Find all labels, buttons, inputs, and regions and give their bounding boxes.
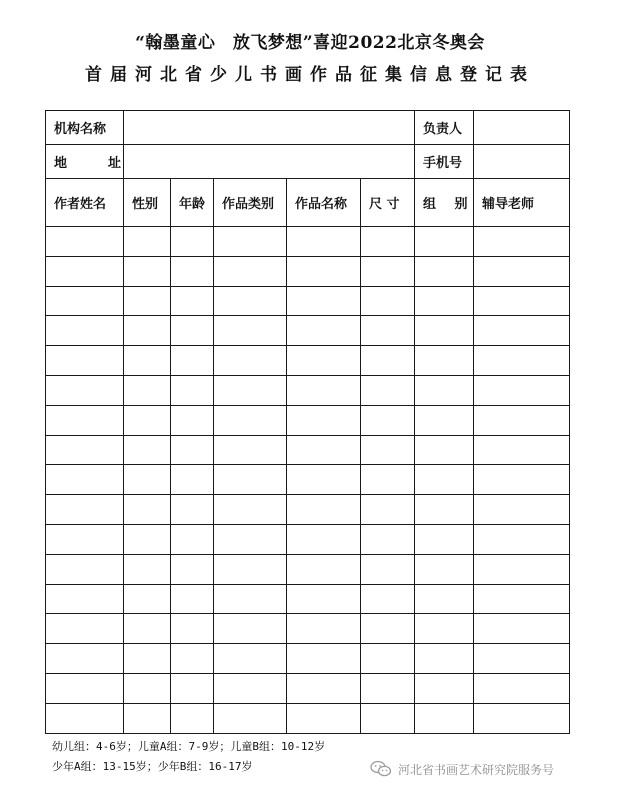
leader-field[interactable] xyxy=(474,111,570,145)
table-cell[interactable] xyxy=(287,256,361,286)
table-row xyxy=(46,524,570,554)
table-cell[interactable] xyxy=(46,524,124,554)
table-cell[interactable] xyxy=(214,375,287,405)
table-cell[interactable] xyxy=(214,644,287,674)
table-cell[interactable] xyxy=(474,346,570,376)
table-cell[interactable] xyxy=(124,256,171,286)
table-cell[interactable] xyxy=(46,375,124,405)
wechat-icon xyxy=(370,760,392,778)
table-cell[interactable] xyxy=(287,495,361,525)
table-cell[interactable] xyxy=(361,286,415,316)
table-cell[interactable] xyxy=(124,405,171,435)
table-row xyxy=(46,405,570,435)
table-cell[interactable] xyxy=(171,286,214,316)
table-cell[interactable] xyxy=(287,644,361,674)
table-cell[interactable] xyxy=(46,703,124,733)
table-row xyxy=(46,495,570,525)
table-cell[interactable] xyxy=(171,227,214,257)
table-cell[interactable] xyxy=(214,405,287,435)
group-note-1: 幼儿组：4-6岁；儿童A组：7-9岁；儿童B组：10-12岁 xyxy=(52,740,326,753)
table-cell[interactable] xyxy=(171,703,214,733)
table-cell[interactable] xyxy=(474,524,570,554)
table-row xyxy=(46,227,570,257)
table-cell[interactable] xyxy=(361,346,415,376)
col-gender: 性别 xyxy=(124,179,171,227)
table-cell[interactable] xyxy=(214,256,287,286)
table-cell[interactable] xyxy=(474,644,570,674)
title-line-1: “翰墨童心 放飞梦想”喜迎2022北京冬奥会 xyxy=(135,33,485,53)
table-cell[interactable] xyxy=(46,465,124,495)
table-cell[interactable] xyxy=(287,405,361,435)
table-cell[interactable] xyxy=(415,673,474,703)
table-cell[interactable] xyxy=(287,286,361,316)
table-cell[interactable] xyxy=(474,554,570,584)
table-cell[interactable] xyxy=(287,703,361,733)
leader-label: 负责人 xyxy=(415,111,474,145)
col-author-name: 作者姓名 xyxy=(46,179,124,227)
table-cell[interactable] xyxy=(214,554,287,584)
table-row xyxy=(46,346,570,376)
table-cell[interactable] xyxy=(124,614,171,644)
table-cell[interactable] xyxy=(361,375,415,405)
table-cell[interactable] xyxy=(474,703,570,733)
table-cell[interactable] xyxy=(415,227,474,257)
table-cell[interactable] xyxy=(361,465,415,495)
table-cell[interactable] xyxy=(474,614,570,644)
table-cell[interactable] xyxy=(214,524,287,554)
table-cell[interactable] xyxy=(361,405,415,435)
table-cell[interactable] xyxy=(46,346,124,376)
table-cell[interactable] xyxy=(287,584,361,614)
address-field[interactable] xyxy=(124,145,415,179)
table-cell[interactable] xyxy=(171,346,214,376)
group-note-2: 少年A组：13-15岁；少年B组：16-17岁 xyxy=(52,760,253,773)
table-cell[interactable] xyxy=(415,375,474,405)
table-cell[interactable] xyxy=(361,673,415,703)
table-cell[interactable] xyxy=(361,703,415,733)
table-cell[interactable] xyxy=(46,584,124,614)
table-cell[interactable] xyxy=(46,554,124,584)
table-cell[interactable] xyxy=(415,644,474,674)
table-cell[interactable] xyxy=(361,316,415,346)
address-label: 地 址 xyxy=(46,145,124,179)
table-cell[interactable] xyxy=(415,286,474,316)
table-cell[interactable] xyxy=(214,495,287,525)
table-cell[interactable] xyxy=(287,614,361,644)
table-cell[interactable] xyxy=(214,703,287,733)
table-cell[interactable] xyxy=(124,524,171,554)
table-cell[interactable] xyxy=(171,405,214,435)
table-cell[interactable] xyxy=(415,465,474,495)
table-cell[interactable] xyxy=(361,435,415,465)
table-cell[interactable] xyxy=(214,673,287,703)
table-cell[interactable] xyxy=(46,495,124,525)
table-cell[interactable] xyxy=(361,584,415,614)
table-cell[interactable] xyxy=(287,435,361,465)
table-cell[interactable] xyxy=(46,227,124,257)
table-cell[interactable] xyxy=(415,316,474,346)
table-cell[interactable] xyxy=(46,673,124,703)
table-cell[interactable] xyxy=(46,316,124,346)
table-cell[interactable] xyxy=(474,256,570,286)
table-cell[interactable] xyxy=(415,495,474,525)
table-cell[interactable] xyxy=(474,673,570,703)
table-cell[interactable] xyxy=(214,286,287,316)
table-cell[interactable] xyxy=(415,524,474,554)
table-cell[interactable] xyxy=(415,405,474,435)
table-row xyxy=(46,703,570,733)
address-row xyxy=(46,145,570,179)
watermark xyxy=(370,759,554,779)
table-cell[interactable] xyxy=(171,495,214,525)
col-work-title: 作品名称 xyxy=(287,179,361,227)
table-cell[interactable] xyxy=(171,524,214,554)
org-label: 机构名称 xyxy=(46,111,124,145)
table-cell[interactable] xyxy=(171,435,214,465)
table-cell[interactable] xyxy=(46,435,124,465)
table-cell[interactable] xyxy=(124,346,171,376)
table-cell[interactable] xyxy=(171,584,214,614)
table-cell[interactable] xyxy=(214,584,287,614)
table-cell[interactable] xyxy=(474,375,570,405)
table-cell[interactable] xyxy=(171,316,214,346)
table-cell[interactable] xyxy=(171,614,214,644)
table-row xyxy=(46,644,570,674)
table-cell[interactable] xyxy=(46,256,124,286)
table-cell[interactable] xyxy=(171,375,214,405)
table-cell[interactable] xyxy=(46,644,124,674)
table-row xyxy=(46,554,570,584)
org-row xyxy=(46,111,570,145)
table-cell[interactable] xyxy=(474,286,570,316)
table-row xyxy=(46,673,570,703)
table-cell[interactable] xyxy=(415,554,474,584)
table-row xyxy=(46,614,570,644)
col-age: 年龄 xyxy=(171,179,214,227)
table-cell[interactable] xyxy=(124,316,171,346)
table-cell[interactable] xyxy=(124,584,171,614)
table-row xyxy=(46,465,570,495)
table-cell[interactable] xyxy=(287,465,361,495)
table-cell[interactable] xyxy=(415,614,474,644)
table-cell[interactable] xyxy=(361,256,415,286)
table-cell[interactable] xyxy=(214,614,287,644)
table-cell[interactable] xyxy=(46,405,124,435)
table-cell[interactable] xyxy=(124,495,171,525)
table-cell[interactable] xyxy=(415,584,474,614)
table-cell[interactable] xyxy=(474,495,570,525)
table-cell[interactable] xyxy=(124,703,171,733)
table-cell[interactable] xyxy=(361,554,415,584)
table-cell[interactable] xyxy=(214,316,287,346)
table-cell[interactable] xyxy=(474,316,570,346)
table-cell[interactable] xyxy=(124,375,171,405)
table-cell[interactable] xyxy=(415,703,474,733)
table-cell[interactable] xyxy=(361,614,415,644)
org-field[interactable] xyxy=(124,111,415,145)
table-cell[interactable] xyxy=(124,644,171,674)
table-cell[interactable] xyxy=(171,554,214,584)
table-row xyxy=(46,375,570,405)
table-cell[interactable] xyxy=(124,673,171,703)
column-header-row xyxy=(46,179,570,227)
table-row xyxy=(46,316,570,346)
table-cell[interactable] xyxy=(171,644,214,674)
watermark-text: 河北省书画艺术研究院服务号 xyxy=(398,762,555,777)
table-cell[interactable] xyxy=(361,524,415,554)
table-cell[interactable] xyxy=(415,346,474,376)
table-cell[interactable] xyxy=(124,286,171,316)
title-line-2: 首届河北省少儿书画作品征集信息登记表 xyxy=(85,65,535,85)
table-cell[interactable] xyxy=(214,465,287,495)
table-cell[interactable] xyxy=(124,465,171,495)
table-cell[interactable] xyxy=(415,435,474,465)
table-cell[interactable] xyxy=(171,256,214,286)
table-cell[interactable] xyxy=(171,673,214,703)
col-size: 尺 寸 xyxy=(361,179,415,227)
table-cell[interactable] xyxy=(214,435,287,465)
phone-label: 手机号 xyxy=(415,145,474,179)
table-cell[interactable] xyxy=(474,465,570,495)
table-row xyxy=(46,286,570,316)
col-group: 组 别 xyxy=(415,179,474,227)
table-cell[interactable] xyxy=(46,286,124,316)
table-cell[interactable] xyxy=(474,435,570,465)
table-cell[interactable] xyxy=(287,375,361,405)
table-cell[interactable] xyxy=(474,227,570,257)
table-cell[interactable] xyxy=(214,346,287,376)
table-cell[interactable] xyxy=(124,227,171,257)
table-cell[interactable] xyxy=(287,554,361,584)
table-cell[interactable] xyxy=(361,495,415,525)
table-cell[interactable] xyxy=(171,465,214,495)
col-work-category: 作品类别 xyxy=(214,179,287,227)
phone-field[interactable] xyxy=(474,145,570,179)
table-cell[interactable] xyxy=(361,227,415,257)
table-cell[interactable] xyxy=(474,405,570,435)
table-cell[interactable] xyxy=(287,673,361,703)
table-cell[interactable] xyxy=(214,227,287,257)
table-cell[interactable] xyxy=(124,554,171,584)
table-cell[interactable] xyxy=(287,316,361,346)
table-row xyxy=(46,584,570,614)
table-cell[interactable] xyxy=(415,256,474,286)
table-cell[interactable] xyxy=(124,435,171,465)
table-cell[interactable] xyxy=(287,524,361,554)
table-cell[interactable] xyxy=(287,346,361,376)
registration-form-table xyxy=(45,110,570,734)
table-row xyxy=(46,435,570,465)
col-tutor: 辅导老师 xyxy=(474,179,570,227)
table-cell[interactable] xyxy=(287,227,361,257)
table-cell[interactable] xyxy=(474,584,570,614)
table-row xyxy=(46,256,570,286)
table-cell[interactable] xyxy=(361,644,415,674)
table-cell[interactable] xyxy=(46,614,124,644)
